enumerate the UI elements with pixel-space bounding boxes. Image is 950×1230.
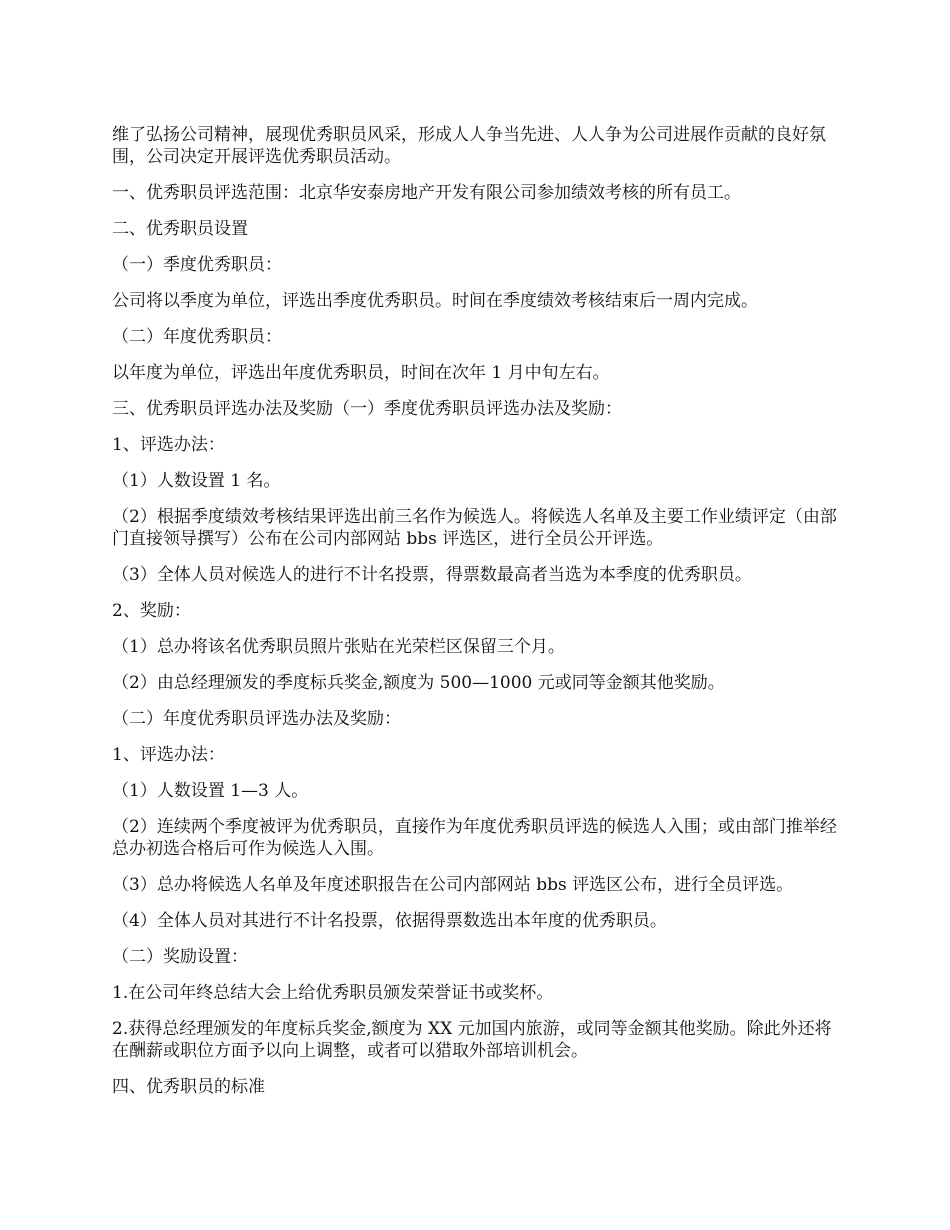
paragraph-quarterly-method-heading: 1、评选办法： xyxy=(112,435,225,455)
paragraph-quarterly-method-1: （1）人数设置 1 名。 xyxy=(112,471,281,491)
document-body xyxy=(112,124,840,1112)
paragraph-annual-reward-1: 1.在公司年终总结大会上给优秀职员颁发荣誉证书或奖杯。 xyxy=(112,983,554,1003)
paragraph-quarterly-method-3: （3）全体人员对候选人的进行不计名投票，得票数最高者当选为本季度的优秀职员。 xyxy=(112,565,752,585)
paragraph-quarterly-heading: （一）季度优秀职员： xyxy=(112,255,282,275)
paragraph-annual-reward-2: 2.获得总经理颁发的年度标兵奖金,额度为 XX 元加国内旅游，或同等金额其他奖励。除此外还将在酬薪或职位方面予以向上调整，或者可以猎取外部培训机会。 xyxy=(112,1019,832,1061)
paragraph-section-1-scope: 一、优秀职员评选范围：北京华安泰房地产开发有限公司参加绩效考核的所有员工。 xyxy=(112,183,741,203)
paragraph-section-3-heading: 三、优秀职员评选办法及奖励（一）季度优秀职员评选办法及奖励： xyxy=(112,399,622,419)
paragraph-annual-desc: 以年度为单位，评选出年度优秀职员，时间在次年 1 月中旬左右。 xyxy=(112,363,610,383)
paragraph-quarterly-reward-heading: 2、奖励： xyxy=(112,601,191,621)
paragraph-annual-heading: （二）年度优秀职员： xyxy=(112,327,282,347)
paragraph-section-2-heading: 二、优秀职员设置 xyxy=(112,219,248,239)
paragraph-annual-method-3: （3）总办将候选人名单及年度述职报告在公司内部网站 bbs 评选区公布，进行全员评选。 xyxy=(112,875,794,895)
paragraph-annual-method-title: （二）年度优秀职员评选办法及奖励： xyxy=(112,709,401,729)
paragraph-section-4-heading: 四、优秀职员的标准 xyxy=(112,1077,265,1097)
paragraph-annual-method-heading: 1、评选办法： xyxy=(112,745,225,765)
paragraph-quarterly-reward-1: （1）总办将该名优秀职员照片张贴在光荣栏区保留三个月。 xyxy=(112,637,565,657)
paragraph-annual-reward-heading: （二）奖励设置： xyxy=(112,947,248,967)
paragraph-intro: 维了弘扬公司精神，展现优秀职员风采，形成人人争当先进、人人争为公司进展作贡献的良好氛围，公司决定开展评选优秀职员活动。 xyxy=(112,125,826,167)
paragraph-quarterly-method-2: （2）根据季度绩效考核结果评选出前三名作为候选人。将候选人名单及主要工作业绩评定（由部门直接领导撰写）公布在公司内部网站 bbs 评选区，进行全员公开评选。 xyxy=(112,507,837,549)
paragraph-quarterly-reward-2: （2）由总经理颁发的季度标兵奖金,额度为 500—1000 元或同等金额其他奖励。 xyxy=(112,673,725,693)
paragraph-annual-method-1: （1）人数设置 1—3 人。 xyxy=(112,781,309,801)
paragraph-quarterly-desc: 公司将以季度为单位，评选出季度优秀职员。时间在季度绩效考核结束后一周内完成。 xyxy=(112,291,758,311)
paragraph-annual-method-4: （4）全体人员对其进行不计名投票，依据得票数选出本年度的优秀职员。 xyxy=(112,911,667,931)
paragraph-annual-method-2: （2）连续两个季度被评为优秀职员，直接作为年度优秀职员评选的候选人入围；或由部门推举经总办初选合格后可作为候选人入围。 xyxy=(112,817,837,859)
